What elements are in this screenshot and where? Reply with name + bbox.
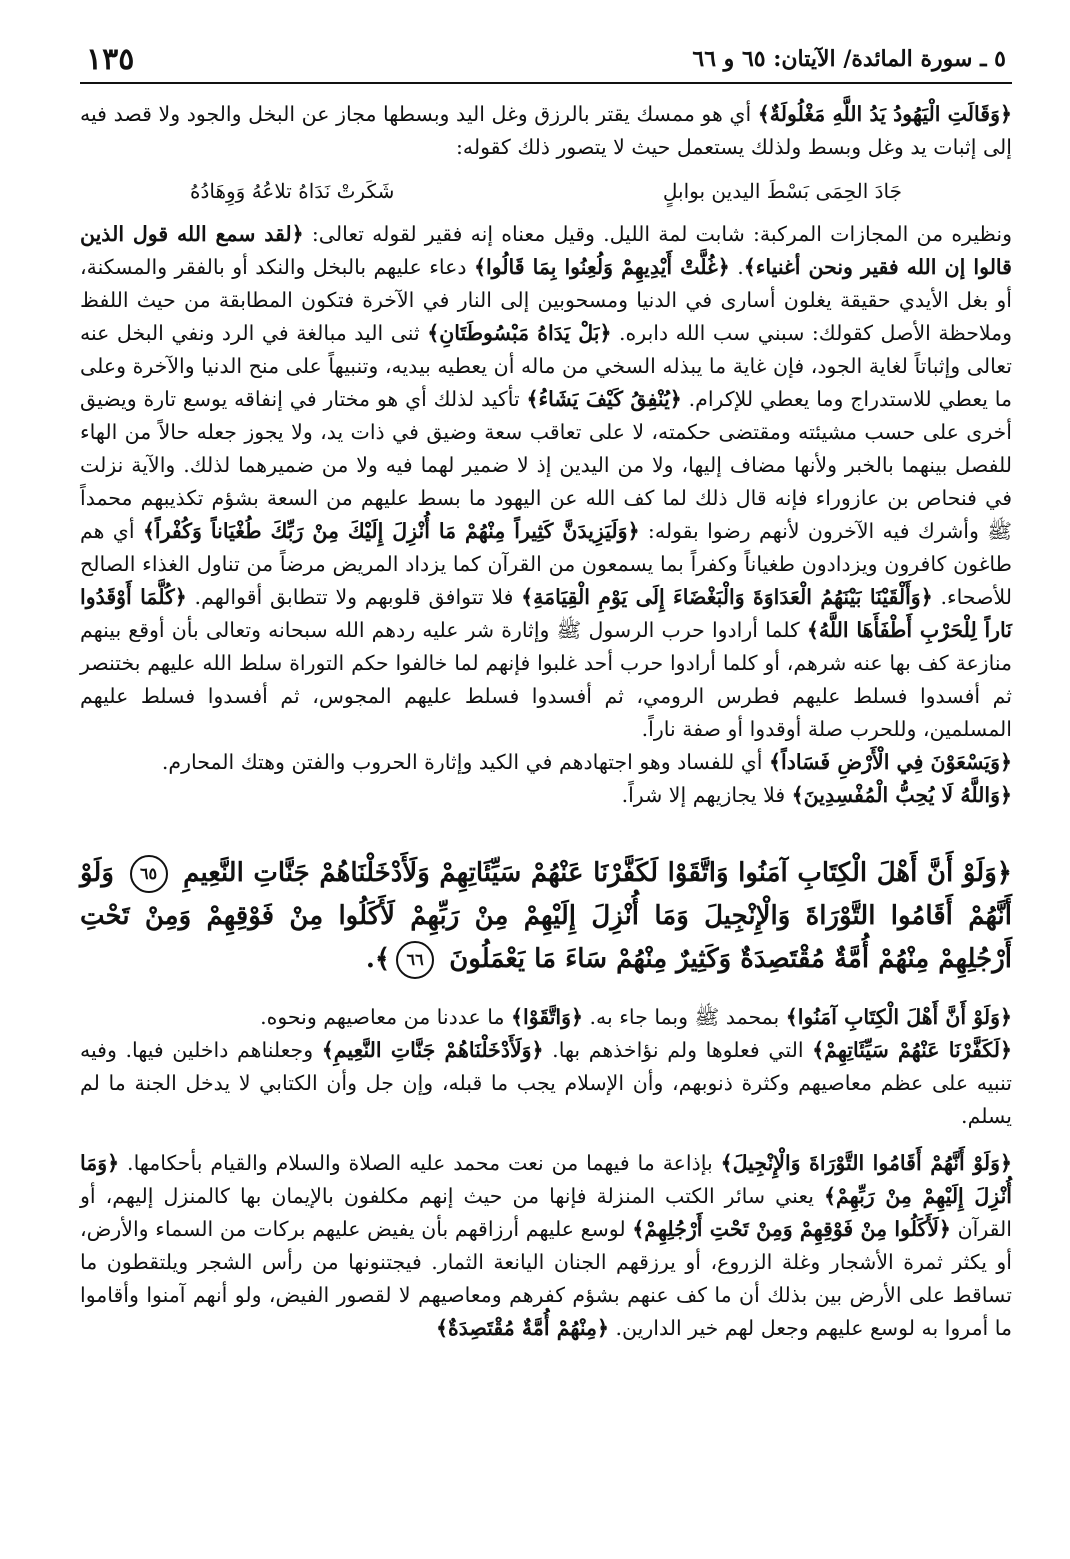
commentary-text: لوسع عليهم أرزاقهم بأن يفيض عليهم بركات من السماء والأرض، أو يكثر ثمرة الأشجار وغلة الزروع، أو يرزقهم الجنان اليانعة الثمار. فيجتنونها من رأس الشجر ويلتقطون ما تساقط على الأرض بين بذلك أن ما كف عنهم بشؤم كفرهم ومعاصيهم لا لقصور الفيض، ولو أنهم آمنوا وأقاموا ما أمروا به لوسع عليهم وجعل لهم خير الدارين. <box>80 1217 1012 1340</box>
commentary-text: ثنى اليد مبالغة في الرد ونفي البخل عنه تعالى وإثباتاً لغاية الجود، فإن غاية ما يبذله السخي من ماله أن يعطيه بيديه، وتنبيهاً على منح الدنيا والآخرة وعلى ما يعطي للاستدراج وما يعطي للإكرام. <box>80 321 1013 411</box>
quran-quote: ﴿وَاللَّهُ لَا يُحِبُّ الْمُفْسِدِينَ﴾ <box>791 783 1012 807</box>
commentary-text: فلا تتوافق قلوبهم ولا تتطابق أقوالهم. <box>186 585 522 609</box>
quran-quote: ﴿وَلَوْ أَنَّ أَهْلَ الْكِتَابِ آمَنُوا﴾ <box>785 1005 1012 1029</box>
quran-quote: ﴿لَكَفَّرْنَا عَنْهُمْ سَيِّئَاتِهِمْ﴾ <box>812 1038 1012 1062</box>
commentary-text: التي فعلوها ولم نؤاخذهم بها. <box>543 1038 813 1062</box>
quran-quote: ﴿يُنْفِقُ كَيْفَ يَشَاءُ﴾ <box>526 387 682 411</box>
quran-quote: ﴿وَيَسْعَوْنَ فِي الْأَرْضِ فَسَاداً﴾ <box>769 750 1012 774</box>
verse-second-hemistich: شَكَرتْ نَدَاهُ تلاعُهُ وَوِهَادُهُ <box>190 179 395 203</box>
commentary-text: يعني سائر الكتب المنزلة فإنها من حيث إنهم مكلفون بالإيمان بها كالمنزل إليهم، أو القرآن <box>80 1184 1012 1241</box>
ayah-number-marker: ٦٥ <box>130 855 168 893</box>
commentary-text: ونظيره من المجازات المركبة: شابت لمة الليل. وقيل معناه إنه فقير لقوله تعالى: <box>303 222 1012 246</box>
commentary-paragraph-5 <box>80 1001 1012 1034</box>
commentary-paragraph-7 <box>80 1147 1012 1345</box>
quran-verses-block <box>80 852 1012 981</box>
commentary-text: أي للفساد وهو اجتهادهم في الكيد وإثارة الحروب والفتن وهتك المحارم. <box>161 750 770 774</box>
commentary-paragraph-6 <box>80 1034 1012 1133</box>
commentary-paragraph-1 <box>80 98 1012 164</box>
quran-quote: ﴿وَاتَّقَوْا﴾ <box>511 1005 584 1029</box>
quran-quote: ﴿كُلَّمَا أَوْقَدُوا نَاراً لِلْحَرْبِ أَطْفَأَهَا اللَّهُ﴾ <box>80 585 1013 642</box>
page-number: ١٣٥ <box>86 41 135 77</box>
commentary-text: بإذاعة ما فيهما من نعت محمد عليه الصلاة والسلام والقيام بأحكامها. <box>119 1151 721 1175</box>
quran-quote: ﴿غُلَّتْ أَيْدِيهِمْ وَلُعِنُوا بِمَا قَالُوا﴾ <box>473 255 730 279</box>
commentary-text: . <box>729 255 744 279</box>
poetry-verse <box>80 170 1012 212</box>
commentary-paragraph-2 <box>80 218 1012 746</box>
quran-quote: ﴿وَلَأَدْخَلْنَاهُمْ جَنَّاتِ النَّعِيمِ﴾ <box>321 1038 544 1062</box>
ayah-66-text: وَلَوْ أَنَّهُمْ أَقَامُوا التَّوْرَاةَ وَالْإِنْجِيلَ وَمَا أُنْزِلَ إِلَيْهِمْ مِنْ رَبِّهِمْ لَأَكَلُوا مِنْ فَوْقِهِمْ وَمِنْ تَحْتِ أَرْجُلِهِمْ مِنْهُمْ أُمَّةٌ مُقْتَصِدَةٌ وَكَثِيرٌ مِنْهُمْ سَاءَ مَا يَعْمَلُونَ <box>80 858 1012 974</box>
quran-quote: ﴿وَأَلْقَيْنَا بَيْنَهُمُ الْعَدَاوَةَ وَالْبَغْضَاءَ إِلَى يَوْمِ الْقِيَامَةِ﴾ <box>521 585 933 609</box>
commentary-text: أي هم طاغون كافرون ويزدادون طغياناً وكفراً بما يسمعون من القرآن كما يزداد المريض مرضاً من تناول الغذاء الصالح للأصحاء. <box>80 519 1012 609</box>
ayah-number-marker: ٦٦ <box>396 941 434 979</box>
commentary-text: دعاء عليهم بالبخل والنكد أو بالفقر والمسكنة، أو بغل الأيدي حقيقة يغلون أسارى في الدنيا ومسحوبين إلى النار في الآخرة فتكون المطابقة من حيث اللفظ وملاحظة الأصل كقولك: سبني سب الله دابره. <box>80 255 1012 345</box>
quran-quote: ﴿وَلَوْ أَنَّهُمْ أَقَامُوا التَّوْرَاةَ وَالْإِنْجِيلَ﴾ <box>720 1151 1012 1175</box>
commentary-paragraph-4 <box>80 779 1012 812</box>
commentary-text: فلا يجازيهم إلا شراً. <box>621 783 792 807</box>
commentary-text: أي هو ممسك يقتر بالرزق وغل اليد وبسطها مجاز عن البخل والجود ولا قصد فيه إلى إثبات يد وغل وبسط ولذلك يستعمل حيث لا يتصور ذلك كقوله: <box>80 102 1012 159</box>
quran-quote: ﴿وَلَيَزِيدَنَّ كَثِيراً مِنْهُمْ مَا أُنْزِلَ إِلَيْكَ مِنْ رَبِّكَ طُغْيَاناً وَكُفْراً﴾ <box>142 519 640 543</box>
quran-quote: ﴿لقد سمع الله قول الذين قالوا إن الله فقير ونحن أغنياء﴾ <box>80 222 1012 279</box>
quran-quote: ﴿وَمَا أُنْزِلَ إِلَيْهِمْ مِنْ رَبِّهِمْ﴾ <box>80 1151 1012 1208</box>
quran-quote: ﴿لَأَكَلُوا مِنْ فَوْقِهِمْ وَمِنْ تَحْتِ أَرْجُلِهِمْ﴾ <box>632 1217 951 1241</box>
quran-quote: ﴿وَقَالَتِ الْيَهُودُ يَدُ اللَّهِ مَغْلُولَةٌ﴾ <box>757 102 1013 126</box>
commentary-text: ما عددنا من معاصيهم ونحوه. <box>260 1005 512 1029</box>
commentary-text: بمحمد ﷺ وبما جاء به. <box>583 1005 786 1029</box>
commentary-text: وجعلناهم داخلين فيها. وفيه تنبيه على عظم معاصيهم وكثرة ذنوبهم، وأن الإسلام يجب ما قبله، وإن جل وأن الكتابي لا يدخل الجنة ما لم يسلم. <box>80 1038 1012 1128</box>
running-title: ٥ ـ سورة المائدة/ الآيتان: ٦٥ و ٦٦ <box>692 46 1006 72</box>
quran-quote: ﴿بَلْ يَدَاهُ مَبْسُوطَتَانِ﴾ <box>427 321 612 345</box>
quran-closing-bracket: ﴾. <box>365 944 391 974</box>
verse-first-hemistich: جَادَ الحِمَى بَسْطَ اليدين بوابلٍ <box>662 179 902 203</box>
commentary-text: كلما أرادوا حرب الرسول ﷺ وإثارة شر عليه ردهم الله سبحانه وتعالى بأن أوقع بينهم منازعة كف بها عنه شرهم، أو كلما أرادوا حرب أحد غلبوا فإنهم لما خالفوا حكم التوراة سلط الله عليهم بختنصر ثم أفسدوا فسلط عليهم فطرس الرومي، ثم أفسدوا فسلط عليهم المجوس، ثم أفسدوا فسلط عليهم المسلمين، وللحرب صلة أوقدوا أو صفة ناراً. <box>80 618 1012 741</box>
ayah-65-text: ﴿وَلَوْ أَنَّ أَهْلَ الْكِتَابِ آمَنُوا وَاتَّقَوْا لَكَفَّرْنَا عَنْهُمْ سَيِّئَاتِهِمْ وَلَأَدْخَلْنَاهُمْ جَنَّاتِ النَّعِيمِ <box>183 858 1012 888</box>
commentary-text: تأكيد لذلك أي هو مختار في إنفاقه يوسع تارة ويضيق أخرى على حسب مشيئته ومقتضى حكمته، لا على تعاقب سعة وضيق في ذات يد، ولا يجوز جعله حالاً من الهاء للفصل بينهما بالخبر ولأنها مضاف إليها، ولا من اليدين إذ لا ضمير لهما فيه ولا من ضميرهما لذلك. والآية نزلت في فنحاص بن عازوراء فإنه قال ذلك لما كف الله عن اليهود ما بسط عليهم من السعة بشؤم تكذيبهم محمداً ﷺ وأشرك فيه الآخرون لأنهم رضوا بقوله: <box>80 387 1012 543</box>
commentary-paragraph-3 <box>80 746 1012 779</box>
page-header <box>80 36 1012 84</box>
quran-quote: ﴿مِنْهُمْ أُمَّةٌ مُقْتَصِدَةٌ﴾ <box>435 1316 609 1340</box>
